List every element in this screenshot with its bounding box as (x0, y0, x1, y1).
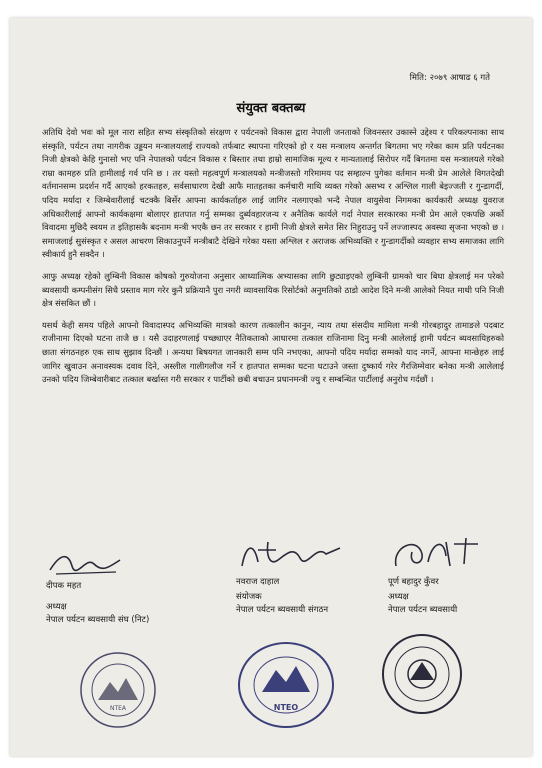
document-title: संयुक्त बक्तब्य (236, 101, 306, 116)
seal-abbr: NTEO (273, 703, 299, 712)
document-date: मिति: २०७९ आषाढ ६ गते (409, 73, 490, 83)
signatory-role: अध्यक्ष (46, 602, 67, 612)
seal-abbr: NTEA (109, 705, 127, 712)
signatory-organization: नेपाल पर्यटन ब्यवसायी (388, 605, 458, 615)
signatory-role: अध्यक्ष (388, 592, 409, 602)
signatory-role: संयोजक (236, 592, 262, 602)
paragraph: यसर्थ केही समय पहिले आफ्नो विवादास्पद अभिव्यक्ति मात्रको कारण तत्कालीन कानुन, न्याय तथा संसदीय मामिला मन्त्री गोरबहादुर तामाङले पदबाट राजीनामा दिएको घटना ताजै छ । यसै उदाहरणलाई पच्छ्याएर नैतिकताको आधारमा तत्काल राजिनामा दिनु मन्त्री आलेलाई हामी पर्यटन ब्यवसायिहरुको छाता संगठनहरु एक साथ सुझाव दिन्छौं । अन्यथा बिषयगत जानकारी सम्म पनि नभएका, आफ्नो पदिय मर्यादा सम्मको याद नगर्ने, आफ्ना मान्छेहरु लाई जागिर खुवाउन अनावस्यक दवाव दिने, अस्लील गालीगलौज गर्ने र हातपात सम्मका घटना घटाउने जस्ता दुष्कार्य गरेर गैरजिम्मेवार बनेका मन्त्री आलेलाई उनको पदिय जिम्बेवारीबाट तत्काल बर्खास्त गरी सरकार र पार्टीको छबी बचाउन प्रधानमन्त्री ज्यु र सम्बन्धित पार्टीलाई अनुरोध गर्दछौं । (42, 319, 504, 385)
signatory-block-1 (46, 546, 149, 625)
paragraph: आफु अध्यक्ष रहेको लुम्बिनी विकास कोषको गुरुयोजना अनुसार आध्यात्मिक अभ्यासका लागि छुट्याइएको लुम्बिनी ग्रामको चार बिघा क्षेत्रलाई मन परेको ब्यवसायी कम्पनीसंग सिधै प्रस्ताव माग गरेर कुनै प्रक्रियानै पुरा नगरी व्यावसायिक रिसोर्टको अनुमतिको ठाडो आदेश दिने मन्त्री आलेको नियत माथी पनि निजी क्षेत्र संसकित छौं । (42, 270, 504, 309)
paragraph: अतिथि देवो भवः को मूल नारा सहित सभ्य संस्कृतिको संरक्षण र पर्यटनको विकास द्वारा नेपाली जनताको जिवनस्तर उकास्ने उद्देश्य र परिकल्पनाका साथ संस्कृति, पर्यटन तथा नागरीक उड्डयन मन्त्रालयलाई राज्यको तर्फबाट स्थापना गरिएको हो र यस मन्त्रालय अन्तर्गत बिगतमा भए गरेका काम प्रति पर्यटनका निजी क्षेत्रको केहि गुनासो भए पनि नेपालको पर्यटन विकास र बिस्तार तथा हाम्रो सामाजिक मूल्य र मान्यतालाई सिरोपर गर्दै बिगतमा यस मन्त्रालयले गरेको राम्रा कामहरु प्रति हामीलाई गर्व पनि छ । तर यस्तो महत्वपूर्ण मन्त्रालयको मन्त्रीजस्तो गरिमामय पद सम्हाल्न पुगेका वर्तमान मन्त्री प्रेम आलेले विगतदेखी वर्तमानसम्म प्रदर्शन गर्दै आएको हरकतहरु, सर्वसाधारण देखी आफै मातहतका कर्मचारी माथि व्यक्त गरेको असभ्य र अश्लिल गाली बेइज्जती र गुन्डागर्दी, पदिय मर्यादा र जिम्बेवारीलाई चटक्कै बिर्सेर आफ्ना कार्यकर्ताहरु लाई जागिर नलगाएको भन्दै नेपाल वायुसेवा निगमका कार्यकारी अध्यक्ष युवराज अधिकारीलाई आफ्नो कार्यकक्षमा बोलाएर हातपात गर्नु सम्मका दुर्ब्यवहारजन्य र अनैतिक कार्यले गर्दा नेपाल सरकारका मन्त्री प्रेम आले एकपछि अर्को विवादमा मुछिदै स्वयम त इतिहासकै बदनाम मन्त्री भएकै छन तर सरकार र हामी निजी क्षेत्रले समेत सिर निहुराउनु पर्ने लज्जास्पद अवस्था सृजना भएको छ । समाजलाई सुसंस्कृत र असल आचरण सिकाउनुपर्ने मन्त्रीबाटै देखिने गरेका यस्ता अश्लिल र अराजक अभिव्यक्ति र गुन्डागर्दीको व्यवहार सभ्य समाजका लागि स्वीकार्य हुनै सक्दैन । (42, 127, 504, 260)
signature-image (388, 532, 488, 574)
signatory-block-3 (388, 532, 488, 615)
organization-seal-2 (380, 632, 464, 716)
signature-image (46, 546, 126, 578)
signatory-block-2 (236, 536, 346, 615)
organization-seal (236, 640, 336, 730)
signatory-name: नवराज दाहाल (236, 577, 280, 587)
signatory-organization: नेपाल पर्यटन ब्यवसायी संगठन (236, 605, 329, 615)
signatory-name: दीपक महत (46, 581, 82, 591)
signature-image (236, 536, 346, 574)
signatory-name: पूर्ण बहादुर कुँवर (388, 577, 439, 587)
signatory-organization: नेपाल पर्यटन ब्यवसायी संघ (निट) (46, 615, 150, 625)
document-body (42, 126, 504, 395)
document-page (10, 18, 532, 756)
association-seal (78, 650, 158, 730)
